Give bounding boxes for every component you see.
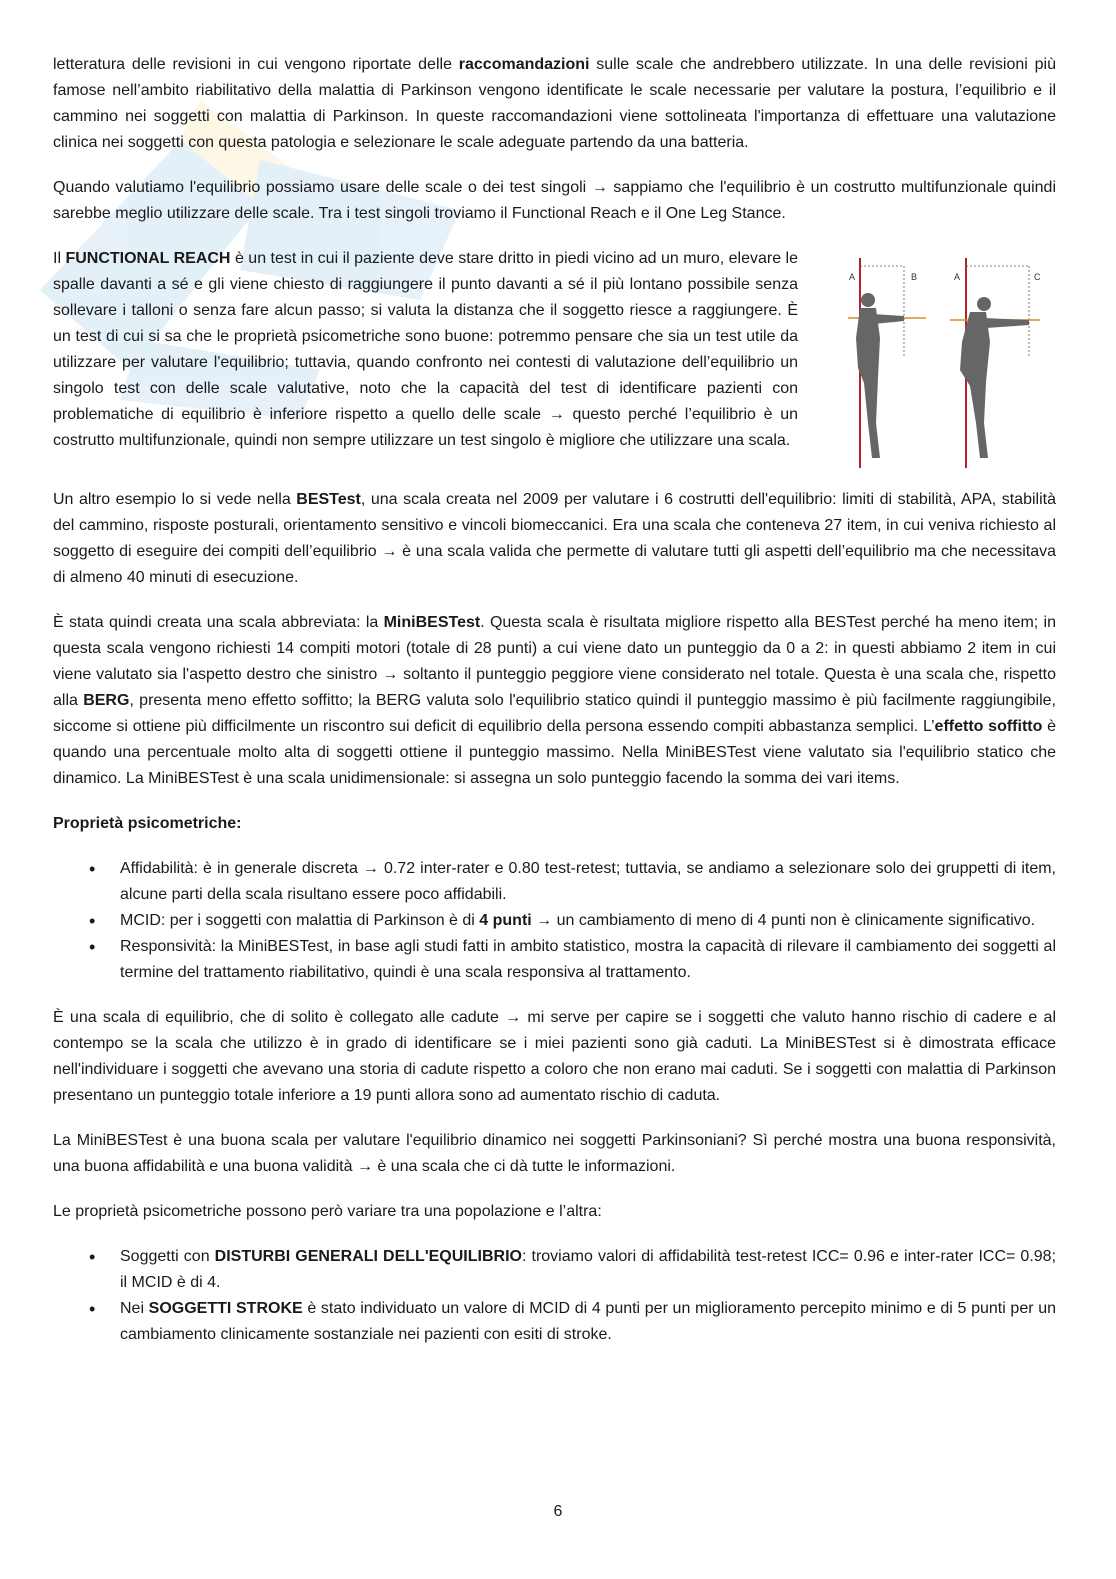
paragraph-variation: Le proprietà psicometriche possono però variare tra una popolazione e l’altra: — [53, 1203, 602, 1220]
paragraph-functional-reach: Il FUNCTIONAL REACH è un test in cui il paziente deve stare dritto in piedi vicino ad un muro, elevare le spalle davanti a sé e gli viene chiesto di raggiungere il punto davanti a sé il più lontano possibile senza sollevare i talloni o senza fare alcun passo; si valuta la distanza che il soggetto riesce a raggiungere. È un test di cui si sa che le proprietà psicometriche sono buone: potremmo pensare che sia un test utile da utilizzare per valutare l'equilibrio; tuttavia, quando confronto nei contesti di valutazione dell’equilibrio un singolo test con delle scale valutative, noto che la capacità del test di identificare pazienti con problematiche di equilibrio è inferiore rispetto a quello delle scale → questo perché l’equilibrio è un costrutto multifunzionale, quindi non sempre utilizzare un test singolo è migliore che utilizzare una scala. — [53, 250, 798, 449]
paragraph-intro: letteratura delle revisioni in cui vengono riportate delle raccomandazioni sulle scale che andrebbero utilizzate. In una delle revisioni più famose nell’ambito riabilitativo della malattia di Parkinson vengono identificate le scale necessarie per valutare la postura, l’equilibrio e il cammino nei soggetti con malattia di Parkinson. In queste raccomandazioni viene sottolineata l'importanza di effettuare una valutazione clinica nei soggetti con questa patologia e selezionare le scale adeguate partendo da una batteria. — [53, 56, 1056, 151]
list-item-reliability: • Affidabilità: è in generale discreta → 0.72 inter-rater e 0.80 test-retest; tuttavia, se andiamo a selezionare solo dei gruppetti di item, alcune parti della scala risultano essere poco affidabili. — [53, 856, 1056, 908]
paragraph-balance: Quando valutiamo l'equilibrio possiamo usare delle scale o dei test singoli → sappiamo che l'equilibrio è un costrutto multifunzionale quindi sarebbe meglio utilizzare delle scale. Tra i test singoli troviamo il Functional Reach e il One Leg Stance. — [53, 179, 1056, 222]
heading-psychometric-properties: Proprietà psicometriche: — [53, 815, 242, 832]
functional-reach-section — [53, 246, 1056, 468]
list-item-mcid: • MCID: per i soggetti con malattia di Parkinson è di 4 punti → un cambiamento di meno di 4 punti non è clinicamente significativo. — [53, 908, 1056, 934]
paragraph-bestest: Un altro esempio lo si vede nella BESTest, una scala creata nel 2009 per valutare i 6 costrutti dell'equilibrio: limiti di stabilità, APA, stabilità del cammino, risposte posturali, orientamento sensitivo e vincoli biomeccanici. Era una scala che conteneva 27 item, in cui veniva richiesto al soggetto di eseguire dei compiti dell’equilibrio → è una scala valida che permette di valutare tutti gli aspetti dell’equilibrio ma che necessitava di almeno 40 minuti di esecuzione. — [53, 491, 1056, 586]
list-item-balance-disorders: • Soggetti con DISTURBI GENERALI DELL'EQUILIBRIO: troviamo valori di affidabilità test-retest ICC= 0.96 e inter-rater ICC= 0.98; il MCID è di 4. — [53, 1244, 1056, 1296]
figure-label-c: C — [1034, 272, 1041, 282]
figure-label-a2: A — [954, 272, 961, 282]
figure-label-a1: A — [849, 272, 856, 282]
figure-label-b: B — [911, 272, 918, 282]
person-silhouette-right — [960, 297, 1029, 458]
populations-list — [53, 1244, 1056, 1348]
paragraph-minibestest: È stata quindi creata una scala abbreviata: la MiniBESTest. Questa scala è risultata migliore rispetto alla BESTest perché ha meno item; in questa scala vengono richiesti 14 compiti motori (totale di 28 punti) a cui viene dato un punteggio da 0 a 2: in questi abbiamo 2 item in cui viene valutato sia l'aspetto destro che sinistro → soltanto il punteggio peggiore viene considerato nel totale. Questa è una scala che, rispetto alla BERG, presenta meno effetto soffitto; la BERG valuta solo l'equilibrio statico quindi il punteggio massimo è più facilmente raggiungibile, siccome si ottiene più difficilmente un riscontro sui deficit di equilibrio della persona essendo compiti abbastanza semplici. L’effetto soffitto è quando una percentuale molto alta di soggetti ottiene il punteggio massimo. Nella MiniBESTest viene valutato sia l'equilibrio statico che dinamico. La MiniBESTest è una scala unidimensionale: si assegna un solo punteggio facendo la somma dei vari items. — [53, 614, 1057, 787]
paragraph-question: La MiniBESTest è una buona scala per valutare l'equilibrio dinamico nei soggetti Parkinsoniani? Sì perché mostra una buona responsività, una buona affidabilità e una buona validità → è una scala che ci dà tutte le informazioni. — [53, 1132, 1056, 1175]
page-number: 6 — [553, 1503, 563, 1520]
paragraph-falls: È una scala di equilibrio, che di solito è collegato alle cadute → mi serve per capire se i soggetti che valuto hanno rischio di cadere e al contempo se la scala che utilizzo è in grado di identificare se i miei pazienti sono già caduti. La MiniBESTest si è dimostrata efficace nell'individuare i soggetti che avevano una storia di cadute rispetto a coloro che non erano mai caduti. Se i soggetti con malattia di Parkinson presentano un punteggio totale inferiore a 19 punti allora sono ad aumentato rischio di caduta. — [53, 1009, 1056, 1104]
document-page — [53, 52, 1056, 1348]
psychometric-list — [53, 856, 1056, 986]
person-silhouette-left — [856, 293, 904, 458]
functional-reach-figure — [846, 258, 1056, 468]
list-item-stroke: • Nei SOGGETTI STROKE è stato individuato un valore di MCID di 4 punti per un miglioramento percepito minimo e di 5 punti per un cambiamento clinicamente sostanziale nei pazienti con esiti di stroke. — [53, 1296, 1056, 1348]
list-item-responsiveness: • Responsività: la MiniBESTest, in base agli studi fatti in ambito statistico, mostra la capacità di rilevare il cambiamento dei soggetti al termine del trattamento riabilitativo, quindi è una scala responsiva al trattamento. — [53, 934, 1056, 986]
